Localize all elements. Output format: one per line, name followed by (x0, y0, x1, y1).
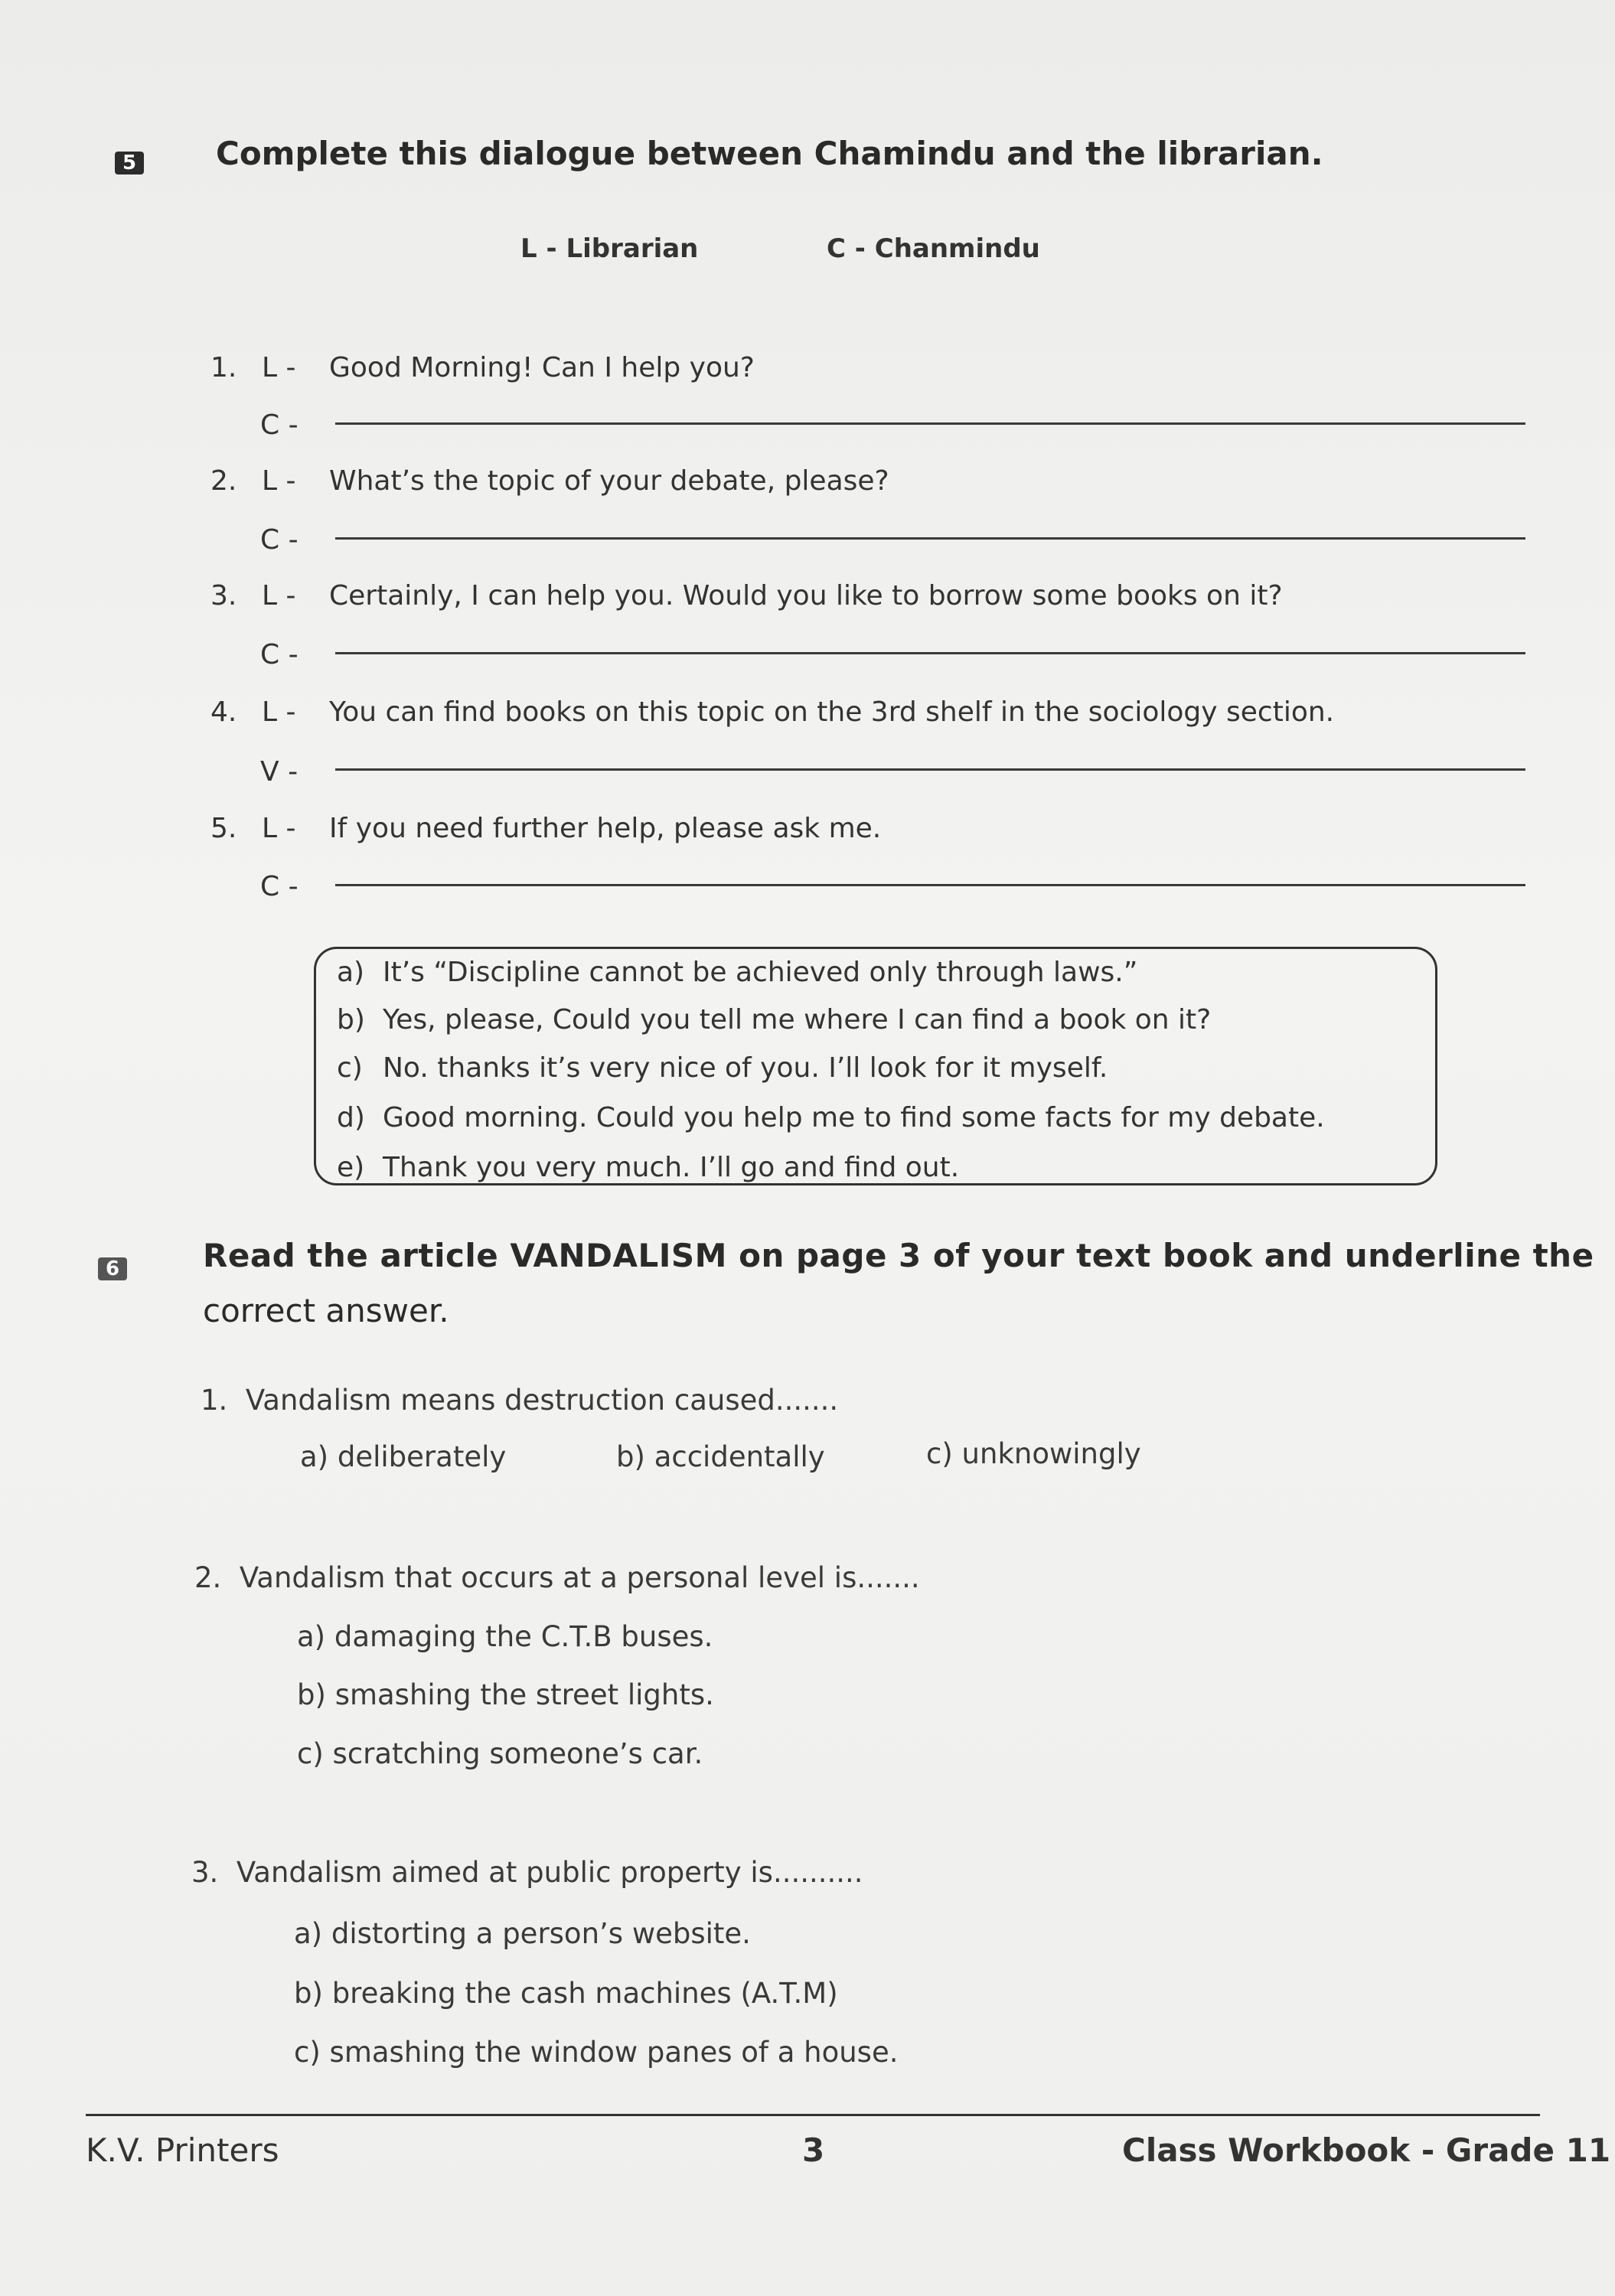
footer-divider (86, 2114, 1540, 2116)
dialogue-number: 5. (210, 813, 237, 844)
reply-speaker: C - (260, 524, 299, 556)
dialogue-speaker: L - (262, 580, 296, 612)
answer-choice[interactable] (294, 1917, 751, 1950)
question-5-badge: 5 (115, 152, 144, 174)
dialogue-line: What’s the topic of your debate, please? (329, 465, 889, 497)
choice-label: b) (294, 1977, 323, 2010)
choice-text: distorting a person’s website. (331, 1917, 751, 1950)
answer-choice[interactable] (294, 1977, 838, 2010)
role-chamindu: C - Chanmindu (827, 233, 1040, 264)
question-body: Vandalism means destruction caused....... (245, 1384, 839, 1417)
answer-choice[interactable] (616, 1440, 825, 1473)
footer-publisher: K.V. Printers (86, 2131, 279, 2169)
choice-label: b) (297, 1678, 326, 1711)
dialogue-speaker: L - (262, 813, 296, 844)
option-text: Thank you very much. I’ll go and find out. (383, 1152, 960, 1183)
question-number: 1. (201, 1384, 228, 1417)
reply-speaker: C - (260, 409, 299, 441)
answer-choice[interactable] (926, 1437, 1141, 1470)
dialogue-speaker: L - (262, 352, 296, 383)
option-label: b) (337, 1004, 365, 1035)
answer-line[interactable] (335, 768, 1525, 771)
option-label: e) (337, 1152, 365, 1183)
footer-book-title: Class Workbook - Grade 11 (1122, 2131, 1611, 2169)
dialogue-number: 2. (210, 465, 237, 497)
answer-line[interactable] (335, 884, 1525, 886)
option-item (337, 957, 1137, 988)
choice-text: unknowingly (961, 1437, 1141, 1470)
option-item (337, 1004, 1211, 1035)
choice-label: b) (616, 1440, 645, 1473)
reply-speaker: C - (260, 871, 299, 902)
dialogue-number: 1. (210, 352, 237, 383)
footer-page-number: 3 (802, 2131, 825, 2169)
answer-choice[interactable] (300, 1440, 506, 1473)
question-text (201, 1384, 838, 1417)
choice-label: a) (294, 1917, 323, 1950)
answer-choice[interactable] (297, 1737, 703, 1770)
choice-label: a) (300, 1440, 329, 1473)
answer-line[interactable] (335, 537, 1525, 540)
question-number: 2. (194, 1561, 222, 1594)
choice-label: c) (294, 2036, 321, 2069)
answer-line[interactable] (335, 422, 1525, 425)
option-text: It’s “Discipline cannot be achieved only through laws.” (383, 957, 1138, 988)
dialogue-line: Good Morning! Can I help you? (329, 352, 755, 383)
choice-text: accidentally (654, 1440, 825, 1473)
dialogue-line: Certainly, I can help you. Would you like to borrow some books on it? (329, 580, 1283, 612)
answer-choice[interactable] (297, 1678, 714, 1711)
dialogue-speaker: L - (262, 465, 296, 497)
option-label: c) (337, 1052, 363, 1084)
option-item (337, 1102, 1325, 1133)
option-item (337, 1052, 1108, 1084)
answer-choice[interactable] (297, 1620, 713, 1653)
question-5-title: Complete this dialogue between Chamindu and the librarian. (216, 135, 1323, 172)
answer-choice[interactable] (294, 2036, 898, 2069)
choice-label: c) (926, 1437, 953, 1470)
question-body: Vandalism aimed at public property is.......... (236, 1856, 863, 1889)
role-librarian: L - Librarian (520, 233, 699, 264)
choice-text: damaging the C.T.B buses. (334, 1620, 713, 1653)
choice-text: smashing the window panes of a house. (329, 2036, 899, 2069)
dialogue-number: 4. (210, 696, 237, 728)
question-6-title: Read the article VANDALISM on page 3 of your text book and underline the (203, 1237, 1594, 1274)
dialogue-line: You can find books on this topic on the 3rd shelf in the sociology section. (329, 696, 1335, 728)
dialogue-number: 3. (210, 580, 237, 612)
reply-speaker: C - (260, 639, 299, 670)
answer-line[interactable] (335, 652, 1525, 654)
option-text: Yes, please, Could you tell me where I can find a book on it? (383, 1004, 1212, 1035)
option-label: a) (337, 957, 365, 988)
question-text (191, 1856, 863, 1889)
choice-text: deliberately (337, 1440, 507, 1473)
choice-label: c) (297, 1737, 324, 1770)
question-6-badge: 6 (98, 1257, 127, 1280)
question-number: 3. (191, 1856, 219, 1889)
choice-text: smashing the street lights. (334, 1678, 714, 1711)
choice-text: breaking the cash machines (A.T.M) (331, 1977, 838, 2010)
choice-label: a) (297, 1620, 326, 1653)
question-text (194, 1561, 920, 1594)
option-label: d) (337, 1102, 365, 1133)
option-text: No. thanks it’s very nice of you. I’ll look for it myself. (383, 1052, 1108, 1084)
question-6-title-continued: correct answer. (203, 1292, 449, 1329)
dialogue-speaker: L - (262, 696, 296, 728)
dialogue-line: If you need further help, please ask me. (329, 813, 882, 844)
question-body: Vandalism that occurs at a personal level is....... (239, 1561, 920, 1594)
option-item (337, 1152, 959, 1183)
reply-speaker: V - (260, 756, 299, 788)
option-text: Good morning. Could you help me to find some facts for my debate. (383, 1102, 1325, 1133)
choice-text: scratching someone’s car. (332, 1737, 703, 1770)
